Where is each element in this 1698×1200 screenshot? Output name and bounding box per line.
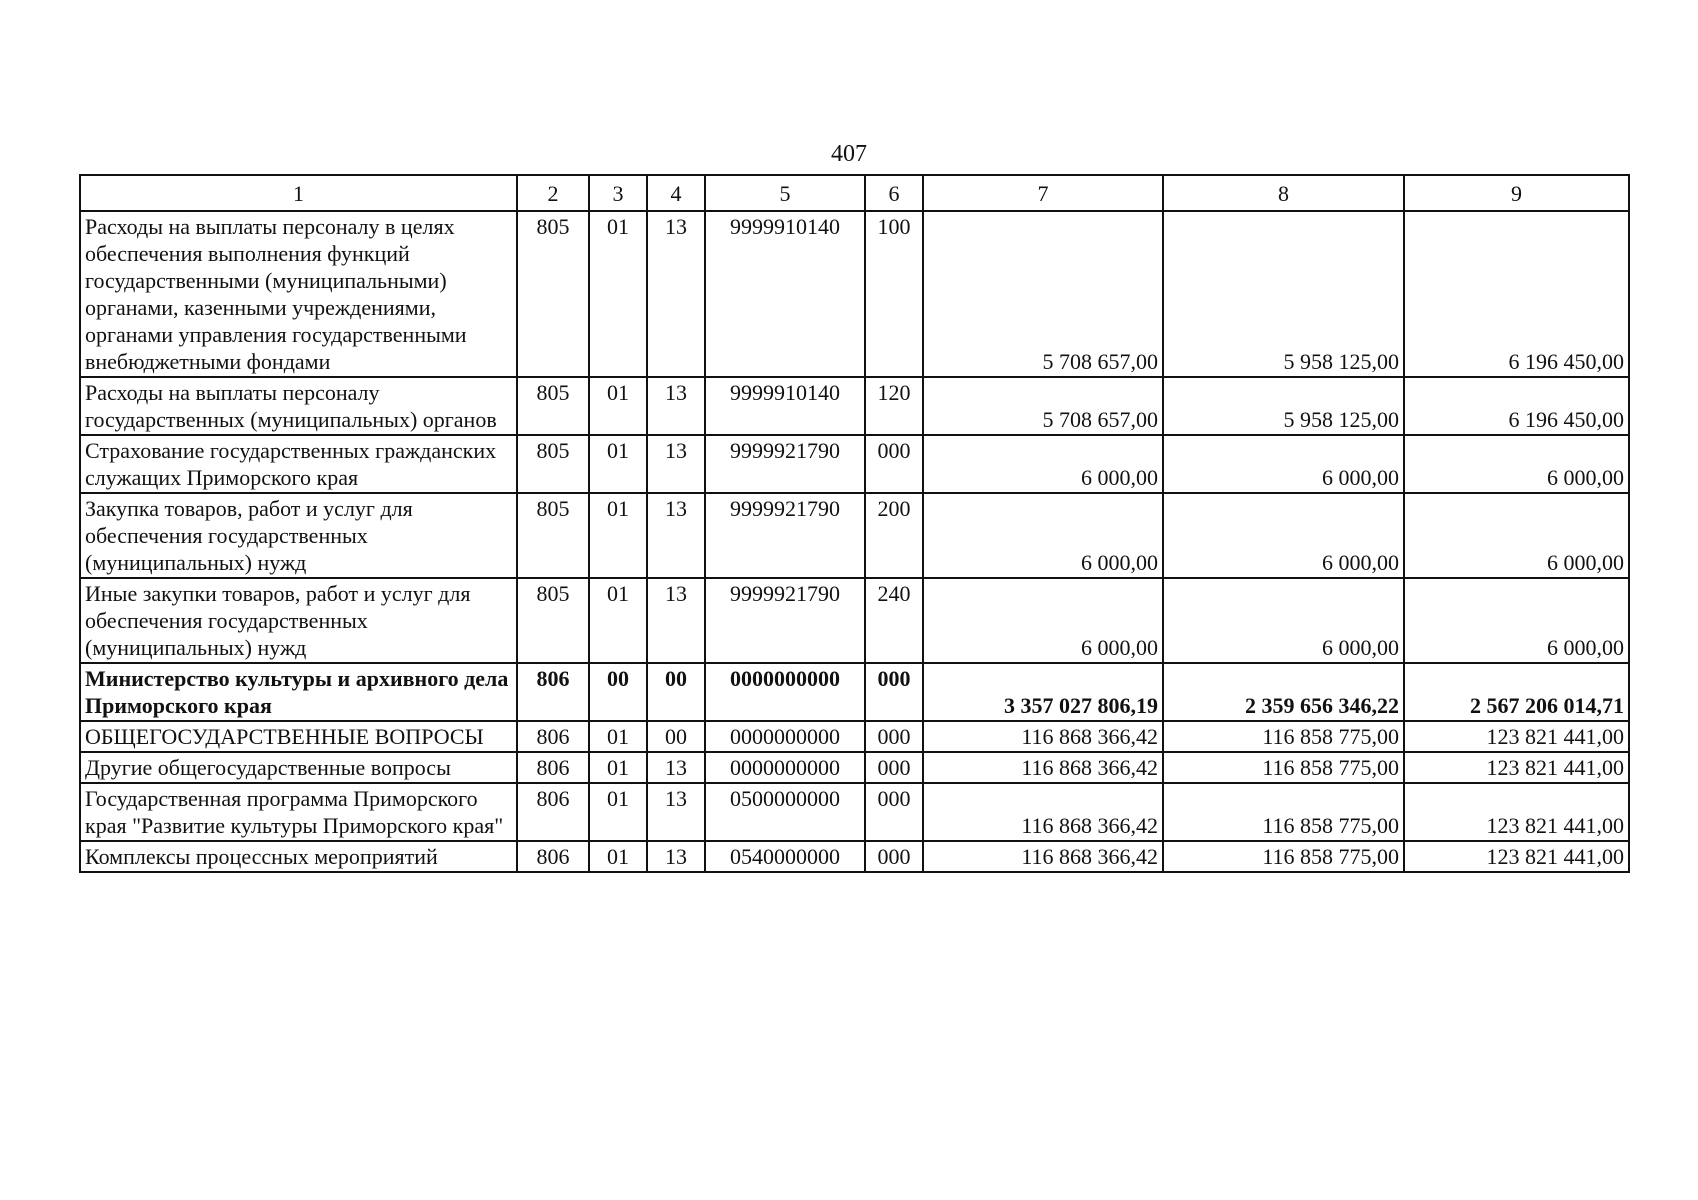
cell-section: 01 xyxy=(589,578,647,663)
cell-amount-col9: 6 000,00 xyxy=(1404,578,1629,663)
cell-subsection: 13 xyxy=(647,841,705,872)
cell-subsection: 13 xyxy=(647,578,705,663)
cell-subsection: 13 xyxy=(647,752,705,783)
table-row xyxy=(80,377,1629,435)
cell-ministry-code: 806 xyxy=(517,721,589,752)
cell-ministry-code: 805 xyxy=(517,435,589,493)
row-name: Другие общегосударственные вопросы xyxy=(80,752,517,783)
header-cell-9: 9 xyxy=(1404,175,1629,211)
cell-amount-col7: 116 868 366,42 xyxy=(923,841,1163,872)
cell-expense-type: 100 xyxy=(865,211,923,377)
cell-expense-type: 000 xyxy=(865,435,923,493)
cell-section: 01 xyxy=(589,752,647,783)
row-name: Страхование государственных гражданских служащих Приморского края xyxy=(80,435,517,493)
row-name: Министерство культуры и архивного дела Приморского края xyxy=(80,663,517,721)
cell-amount-col9: 123 821 441,00 xyxy=(1404,721,1629,752)
cell-amount-col7: 116 868 366,42 xyxy=(923,721,1163,752)
table-body xyxy=(80,211,1629,872)
cell-amount-col9: 6 000,00 xyxy=(1404,435,1629,493)
header-cell-1: 1 xyxy=(80,175,517,211)
cell-amount-col8: 6 000,00 xyxy=(1163,578,1404,663)
page-number: 407 xyxy=(831,141,867,167)
table-row xyxy=(80,435,1629,493)
cell-expense-type: 000 xyxy=(865,752,923,783)
cell-amount-col8: 2 359 656 346,22 xyxy=(1163,663,1404,721)
cell-expense-type: 240 xyxy=(865,578,923,663)
cell-expense-type: 000 xyxy=(865,721,923,752)
table-row xyxy=(80,783,1629,841)
cell-section: 01 xyxy=(589,211,647,377)
budget-table xyxy=(79,174,1630,873)
table-row xyxy=(80,663,1629,721)
cell-amount-col9: 123 821 441,00 xyxy=(1404,783,1629,841)
cell-section: 01 xyxy=(589,721,647,752)
cell-amount-col9: 123 821 441,00 xyxy=(1404,841,1629,872)
header-cell-5: 5 xyxy=(705,175,865,211)
table-row xyxy=(80,211,1629,377)
cell-ministry-code: 806 xyxy=(517,783,589,841)
cell-amount-col8: 5 958 125,00 xyxy=(1163,377,1404,435)
cell-amount-col7: 116 868 366,42 xyxy=(923,783,1163,841)
cell-amount-col7: 5 708 657,00 xyxy=(923,377,1163,435)
cell-ministry-code: 805 xyxy=(517,211,589,377)
cell-ministry-code: 805 xyxy=(517,493,589,578)
cell-target-article: 9999921790 xyxy=(705,578,865,663)
cell-amount-col8: 116 858 775,00 xyxy=(1163,721,1404,752)
row-name: Расходы на выплаты персоналу государственных (муниципальных) органов xyxy=(80,377,517,435)
cell-amount-col8: 5 958 125,00 xyxy=(1163,211,1404,377)
cell-target-article: 9999921790 xyxy=(705,435,865,493)
row-name: Расходы на выплаты персоналу в целях обеспечения выполнения функций государственными (муниципальными) органами, казенными учреждениями, органами управления государственными внебюджетными фондами xyxy=(80,211,517,377)
row-name: Иные закупки товаров, работ и услуг для обеспечения государственных (муниципальных) нужд xyxy=(80,578,517,663)
cell-target-article: 0000000000 xyxy=(705,721,865,752)
cell-amount-col9: 123 821 441,00 xyxy=(1404,752,1629,783)
cell-amount-col9: 6 196 450,00 xyxy=(1404,211,1629,377)
cell-section: 01 xyxy=(589,435,647,493)
cell-subsection: 00 xyxy=(647,721,705,752)
cell-amount-col7: 5 708 657,00 xyxy=(923,211,1163,377)
cell-amount-col9: 2 567 206 014,71 xyxy=(1404,663,1629,721)
cell-expense-type: 000 xyxy=(865,783,923,841)
row-name: Закупка товаров, работ и услуг для обеспечения государственных (муниципальных) нужд xyxy=(80,493,517,578)
cell-subsection: 13 xyxy=(647,377,705,435)
cell-target-article: 9999921790 xyxy=(705,493,865,578)
table-header xyxy=(80,175,1629,211)
table-row xyxy=(80,752,1629,783)
cell-section: 00 xyxy=(589,663,647,721)
header-cell-3: 3 xyxy=(589,175,647,211)
cell-subsection: 13 xyxy=(647,493,705,578)
cell-amount-col7: 6 000,00 xyxy=(923,493,1163,578)
cell-subsection: 00 xyxy=(647,663,705,721)
cell-amount-col8: 6 000,00 xyxy=(1163,435,1404,493)
cell-section: 01 xyxy=(589,783,647,841)
table-row xyxy=(80,578,1629,663)
header-cell-8: 8 xyxy=(1163,175,1404,211)
cell-expense-type: 120 xyxy=(865,377,923,435)
cell-subsection: 13 xyxy=(647,435,705,493)
cell-target-article: 9999910140 xyxy=(705,211,865,377)
cell-amount-col8: 116 858 775,00 xyxy=(1163,783,1404,841)
cell-amount-col8: 6 000,00 xyxy=(1163,493,1404,578)
header-cell-6: 6 xyxy=(865,175,923,211)
cell-expense-type: 000 xyxy=(865,841,923,872)
table-row xyxy=(80,841,1629,872)
header-cell-4: 4 xyxy=(647,175,705,211)
table-row xyxy=(80,493,1629,578)
cell-ministry-code: 805 xyxy=(517,377,589,435)
header-row xyxy=(80,175,1629,211)
cell-amount-col7: 116 868 366,42 xyxy=(923,752,1163,783)
cell-target-article: 0000000000 xyxy=(705,752,865,783)
cell-section: 01 xyxy=(589,377,647,435)
cell-amount-col8: 116 858 775,00 xyxy=(1163,841,1404,872)
cell-subsection: 13 xyxy=(647,211,705,377)
cell-expense-type: 000 xyxy=(865,663,923,721)
cell-target-article: 9999910140 xyxy=(705,377,865,435)
cell-ministry-code: 806 xyxy=(517,663,589,721)
header-cell-7: 7 xyxy=(923,175,1163,211)
cell-section: 01 xyxy=(589,841,647,872)
cell-amount-col9: 6 000,00 xyxy=(1404,493,1629,578)
cell-target-article: 0540000000 xyxy=(705,841,865,872)
cell-amount-col8: 116 858 775,00 xyxy=(1163,752,1404,783)
cell-section: 01 xyxy=(589,493,647,578)
row-name: Государственная программа Приморского края "Развитие культуры Приморского края" xyxy=(80,783,517,841)
cell-ministry-code: 805 xyxy=(517,578,589,663)
cell-subsection: 13 xyxy=(647,783,705,841)
header-cell-2: 2 xyxy=(517,175,589,211)
cell-ministry-code: 806 xyxy=(517,841,589,872)
cell-ministry-code: 806 xyxy=(517,752,589,783)
cell-amount-col9: 6 196 450,00 xyxy=(1404,377,1629,435)
cell-target-article: 0000000000 xyxy=(705,663,865,721)
row-name: ОБЩЕГОСУДАРСТВЕННЫЕ ВОПРОСЫ xyxy=(80,721,517,752)
cell-amount-col7: 6 000,00 xyxy=(923,435,1163,493)
row-name: Комплексы процессных мероприятий xyxy=(80,841,517,872)
table-row xyxy=(80,721,1629,752)
cell-amount-col7: 6 000,00 xyxy=(923,578,1163,663)
cell-target-article: 0500000000 xyxy=(705,783,865,841)
cell-amount-col7: 3 357 027 806,19 xyxy=(923,663,1163,721)
cell-expense-type: 200 xyxy=(865,493,923,578)
